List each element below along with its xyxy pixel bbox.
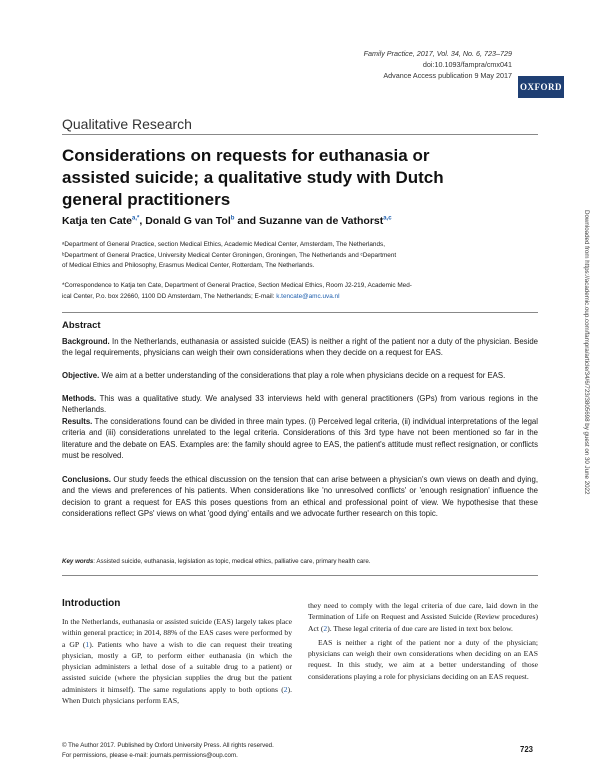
keywords-text: : Assisted suicide, euthanasia, legislation as topic, medical ethics, palliative care, primary health care. xyxy=(93,558,371,565)
author-separator[interactable]: and Suzanne van de Vathorst xyxy=(234,215,384,227)
affiliation-line: ᵇDepartment of General Practice, University Medical Center Groningen, Groningen, The Netherlands and ᶜDepartment xyxy=(62,251,397,259)
abstract-text: In the Netherlands, euthanasia or assisted suicide (EAS) is neither a right of the patient nor a duty of the physician. Beside the legal requirements, physicians can weigh their own considerations when they decide on a request for EAS. xyxy=(62,337,538,358)
keywords xyxy=(62,558,538,565)
journal-citation xyxy=(364,48,512,81)
abstract-text: We aim at a better understanding of the considerations that play a role when physicians decide on a request for EAS. xyxy=(99,371,506,380)
intro-right-column xyxy=(308,600,538,682)
abstract-text: The considerations found can be divided in three main types. (i) Perceived legal criteria, (ii) individual interpretations of the legal criteria and (iii) considerations unrelated to the legal criteria. Considerations of this 3rd type have not been mentioned so far in the literature and the debate on EAS. Examples are: the family should agree to EAS, the patient's attitude must reflect resignation, or conflicts must be resolved. xyxy=(62,417,538,460)
author-affil-mark[interactable]: b xyxy=(230,215,235,222)
oxford-logo: OXFORD xyxy=(518,76,564,98)
abstract-conclusions xyxy=(62,474,538,519)
author-name[interactable]: Katja ten Cate xyxy=(62,215,133,227)
section-divider xyxy=(62,134,538,135)
download-watermark xyxy=(582,210,590,590)
paragraph: In the Netherlands, euthanasia or assisted suicide (EAS) largely takes place within general practice; in 2014, 88% of the EAS cases were performed by a GP (1). Patients who have a wish to die can request their treating physician, mostly a GP, to perform either euthanasia (in which the physician administers a lethal dose of a suitable drug to a patient) or assisted suicide (where the physician supplies the drug but the patient administers it himself). The same regulations apply to both options (2). When Dutch physicians perform EAS, xyxy=(62,617,292,706)
paragraph: EAS is neither a right of the patient nor a duty of the physician; physicians can weigh their own considerations when deciding on an EAS request. In this study, we aim at a better understanding of those considerations playing a role for physicians deciding on an EAS request. xyxy=(308,637,538,681)
abstract-objective xyxy=(62,370,538,381)
correspondence-line: ical Center, P.o. box 22660, 1100 DD Amsterdam, The Netherlands; E-mail: xyxy=(62,292,277,300)
copyright-footer xyxy=(62,741,274,761)
author-list xyxy=(62,215,392,227)
section-label: Qualitative Research xyxy=(62,116,192,132)
abstract-background xyxy=(62,336,538,359)
permissions-line: For permissions, please e-mail: journals.permissions@oup.com. xyxy=(62,752,238,759)
reference-link[interactable]: 1 xyxy=(85,639,90,649)
affiliation-line: of Medical Ethics and Philosophy, Erasmus Medical Center, Rotterdam, The Netherlands. xyxy=(62,262,315,269)
abstract-top-divider xyxy=(62,312,538,313)
abstract-label: Background. xyxy=(62,337,110,346)
access-line: Advance Access publication 9 May 2017 xyxy=(383,71,512,80)
introduction-heading: Introduction xyxy=(62,598,121,609)
reference-link[interactable]: 2 xyxy=(283,684,288,694)
abstract-label: Results. xyxy=(62,417,93,426)
intro-left-column xyxy=(62,616,292,706)
author-affil-mark[interactable]: a,* xyxy=(132,215,140,222)
copyright-line: © The Author 2017. Published by Oxford University Press. All rights reserved. xyxy=(62,742,274,749)
abstract-results xyxy=(62,416,538,461)
abstract-methods xyxy=(62,393,538,416)
journal-line: Family Practice, 2017, Vol. 34, No. 6, 723–729 xyxy=(363,49,512,58)
correspondence-line: *Correspondence to Katja ten Cate, Department of General Practice, Section Medical Ethics, Room J2-219, Academic Med- xyxy=(62,282,412,289)
doi-line[interactable]: doi:10.1093/fampra/cmx041 xyxy=(422,60,512,69)
abstract-text: Our study feeds the ethical discussion on the tension that can arise between a physician's own views on death and dying, and the views and preferences of his patients. When considerations like 'no unresolved conflicts' or 'enough resignation' influence the decision to grant a request for EAS this poses questions from an ethical and professional point of view. We hypothesise that these considerations reflect GPs' views on what 'good dying' entails and we advocate further research on this topic. xyxy=(62,475,538,518)
abstract-text: This was a qualitative study. We analysed 33 interviews held with general practitioners (GPs) from various regions in the Netherlands. xyxy=(62,394,538,415)
affiliations xyxy=(62,240,538,272)
email-link[interactable]: k.tencate@amc.uva.nl xyxy=(276,292,340,300)
article-title: Considerations on requests for euthanasia or assisted suicide; a qualitative study with Dutch general practitioners xyxy=(62,146,444,209)
abstract-label: Conclusions. xyxy=(62,475,111,484)
abstract-label: Objective. xyxy=(62,371,100,380)
abstract-heading: Abstract xyxy=(62,320,101,331)
author-affil-mark[interactable]: a,c xyxy=(383,215,392,222)
reference-link[interactable]: 2 xyxy=(323,623,328,633)
author-separator[interactable]: , Donald G van Tol xyxy=(139,215,231,227)
paragraph: they need to comply with the legal criteria of due care, laid down in the Termination of Life on Request and Assisted Suicide (Review procedures) Act (2). These legal criteria of due care are listed in text box below. xyxy=(308,601,538,633)
correspondence xyxy=(62,281,538,302)
abstract-bottom-divider xyxy=(62,575,538,576)
keywords-label: Key words xyxy=(62,558,94,565)
affiliation-line: ᵃDepartment of General Practice, section Medical Ethics, Academic Medical Center, Amsterdam, The Netherlands, xyxy=(62,241,386,248)
download-watermark-text: Downloaded from https://academic.oup.com/fampra/article/34/6/723/3805698 by guest on 30 June 2022 xyxy=(583,210,590,495)
page-number: 723 xyxy=(520,745,534,754)
abstract-label: Methods. xyxy=(62,394,97,403)
